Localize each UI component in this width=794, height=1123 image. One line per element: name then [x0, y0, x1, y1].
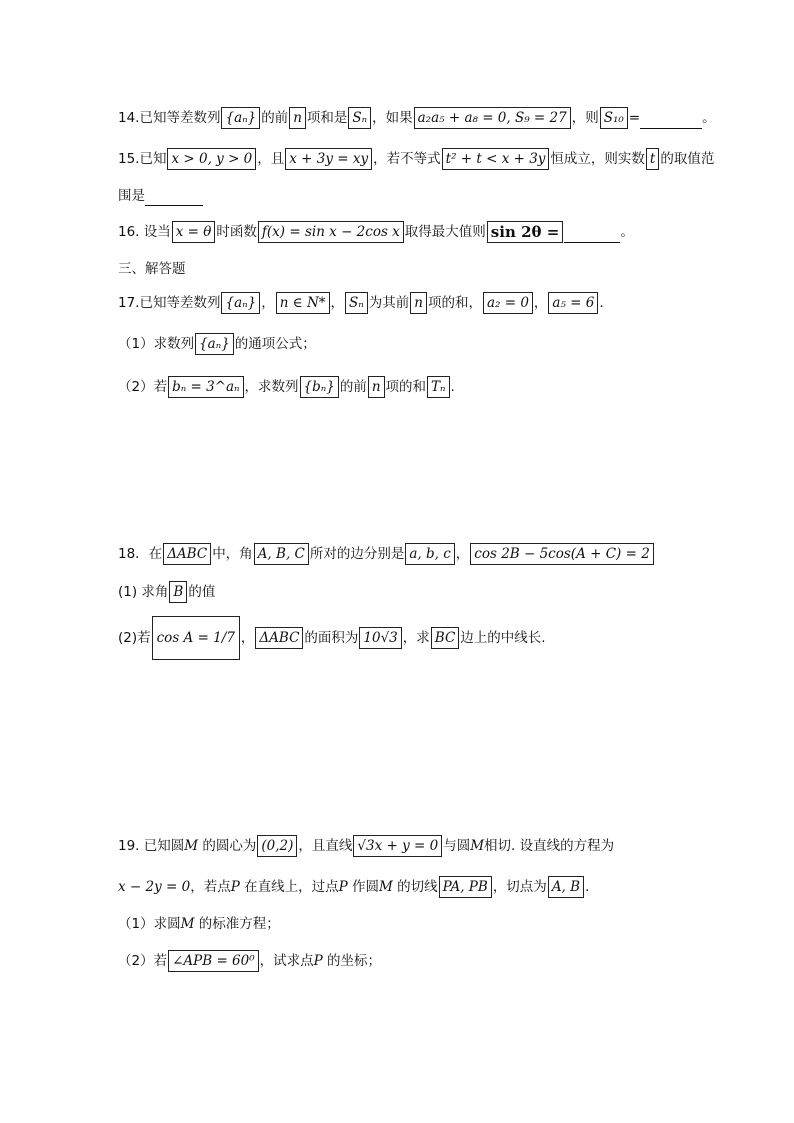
- q19-text: 19. 已知圆: [118, 838, 185, 854]
- question-18-part2: [118, 616, 546, 660]
- q14-text: =: [628, 110, 641, 126]
- math-formula: sin 2θ =: [487, 221, 564, 243]
- question-18: [118, 543, 655, 565]
- q19-text: 的圆心为: [198, 838, 257, 854]
- question-16: [118, 221, 634, 243]
- q19-text: ，试求点: [259, 953, 314, 969]
- q15-text: ，且: [257, 151, 285, 167]
- q18-text: 所对的边分别是: [309, 546, 405, 562]
- q17-text: .: [599, 295, 604, 311]
- math-formula: S₁₀: [600, 107, 628, 129]
- q15-text: 15.已知: [118, 151, 167, 167]
- math-formula: Tₙ: [427, 376, 449, 398]
- q17-text: 的通项公式；: [234, 336, 316, 352]
- q17-text: .: [450, 379, 455, 395]
- q17-text: 项的和: [385, 379, 427, 395]
- math-formula: t: [646, 148, 659, 170]
- math-formula: x > 0, y > 0: [167, 148, 256, 170]
- math-formula: BC: [431, 627, 460, 649]
- q19-text: 的标准方程；: [194, 916, 280, 932]
- q18-text: 18．在: [118, 546, 163, 562]
- math-formula: n: [289, 107, 306, 129]
- question-17-part1: [118, 333, 316, 355]
- question-17-part2: [118, 376, 455, 398]
- math-formula: n ∈ N*: [276, 292, 330, 314]
- math-formula: x + 3y = xy: [285, 148, 372, 170]
- q17-text: 的前: [339, 379, 367, 395]
- question-14: [118, 107, 716, 129]
- answer-blank: [564, 228, 620, 243]
- math-formula: a, b, c: [405, 543, 454, 565]
- math-variable: P: [338, 879, 348, 895]
- question-15-cont: [118, 186, 203, 206]
- math-formula: (0,2): [257, 835, 297, 857]
- math-formula: √3x + y = 0: [353, 835, 442, 857]
- math-formula: Sₙ: [345, 292, 368, 314]
- math-formula: n: [410, 292, 427, 314]
- math-formula: B: [169, 581, 187, 603]
- q14-text: 。: [702, 110, 716, 126]
- math-variable: P: [230, 879, 240, 895]
- q19-text: 相切. 设直线的方程为: [484, 838, 615, 854]
- math-variable: M: [180, 916, 195, 932]
- q16-text: 16. 设当: [118, 224, 171, 240]
- q18-text: (2)若: [118, 630, 151, 646]
- math-formula: a₅ = 6: [548, 292, 598, 314]
- q19-text: 作圆: [347, 879, 379, 895]
- q18-text: (1) 求角: [118, 584, 169, 600]
- math-variable: P: [313, 953, 323, 969]
- q15-text: 恒成立，则实数: [550, 151, 645, 167]
- question-18-part1: [118, 581, 215, 603]
- math-formula: {aₙ}: [195, 333, 234, 355]
- q17-text: ，求数列: [244, 379, 299, 395]
- q19-text: ，且直线: [298, 838, 353, 854]
- q16-text: 时函数: [216, 224, 257, 240]
- question-19-part2: [118, 950, 381, 972]
- q18-text: ，求: [402, 630, 430, 646]
- math-variable: M: [379, 879, 393, 895]
- q17-text: ，: [533, 295, 548, 311]
- question-19-part1: [118, 914, 280, 934]
- q19-text: 的切线: [392, 879, 438, 895]
- q19-text: （2）若: [118, 953, 168, 969]
- math-formula: cos A = 1/7: [152, 616, 240, 660]
- math-formula: ∠APB = 60⁰: [168, 950, 259, 972]
- q14-text: 的前: [261, 110, 289, 126]
- math-formula: 10√3: [359, 627, 401, 649]
- q17-text: （2）若: [118, 379, 168, 395]
- q17-text: （1）求数列: [118, 336, 195, 352]
- math-formula: cos 2B − 5cos(A + C) = 2: [470, 543, 654, 565]
- q16-text: 。: [620, 224, 634, 240]
- q19-text: 的坐标；: [322, 953, 382, 969]
- q14-text: 项和是: [306, 110, 348, 126]
- math-formula: n: [368, 376, 385, 398]
- math-formula: f(x) = sin x − 2cos x: [258, 221, 404, 243]
- q18-text: 中，角: [212, 546, 253, 562]
- question-15: [118, 148, 714, 170]
- math-formula: Sₙ: [348, 107, 371, 129]
- answer-blank: [145, 191, 203, 206]
- q15-text: 围是: [118, 188, 145, 204]
- q17-text: ，: [261, 295, 275, 311]
- q19-text: ，切点为: [492, 879, 547, 895]
- q17-text: 17.已知等差数列: [118, 295, 221, 311]
- math-formula: a₂ = 0: [483, 292, 533, 314]
- section-heading: 三、解答题: [118, 261, 186, 277]
- math-variable: M: [470, 838, 485, 854]
- q19-text: 在直线上，过点: [239, 879, 339, 895]
- q18-text: 的值: [188, 584, 216, 600]
- q14-text: 14.已知等差数列: [118, 110, 221, 126]
- q14-text: ，则: [571, 110, 599, 126]
- q15-text: 的取值范: [660, 151, 715, 167]
- q19-text: ，若点: [190, 879, 231, 895]
- math-formula: {aₙ}: [221, 107, 260, 129]
- math-formula: {bₙ}: [300, 376, 339, 398]
- math-formula: ΔABC: [255, 627, 303, 649]
- q17-text: 为其前: [368, 295, 410, 311]
- math-formula: A, B: [548, 876, 584, 898]
- math-formula: A, B, C: [254, 543, 309, 565]
- math-formula: bₙ = 3^aₙ: [168, 376, 243, 398]
- q18-text: ，: [455, 546, 470, 562]
- q14-text: ，如果: [372, 110, 413, 126]
- math-formula: {aₙ}: [221, 292, 260, 314]
- math-formula: ΔABC: [163, 543, 211, 565]
- math-formula: x = θ: [172, 221, 216, 243]
- math-formula: a₂a₅ + a₈ = 0, S₉ = 27: [414, 107, 571, 129]
- math-variable: M: [184, 838, 199, 854]
- question-17: [118, 292, 604, 314]
- math-formula: t² + t < x + 3y: [442, 148, 550, 170]
- q19-text: 与圆: [443, 838, 471, 854]
- math-formula: PA, PB: [439, 876, 492, 898]
- q18-text: 边上的中线长.: [460, 630, 546, 646]
- q19-text: .: [585, 879, 590, 895]
- q15-text: ，若不等式: [373, 151, 441, 167]
- question-19-cont: [118, 876, 589, 898]
- q16-text: 取得最大值则: [404, 224, 486, 240]
- q17-text: 项的和，: [427, 295, 482, 311]
- q17-text: ，: [330, 295, 345, 311]
- q19-text: （1）求圆: [118, 916, 181, 932]
- q18-text: 的面积为: [304, 630, 359, 646]
- math-formula: x − 2y = 0: [118, 879, 191, 895]
- question-19: [118, 835, 614, 857]
- q18-text: ，: [240, 630, 255, 646]
- answer-blank: [640, 114, 702, 129]
